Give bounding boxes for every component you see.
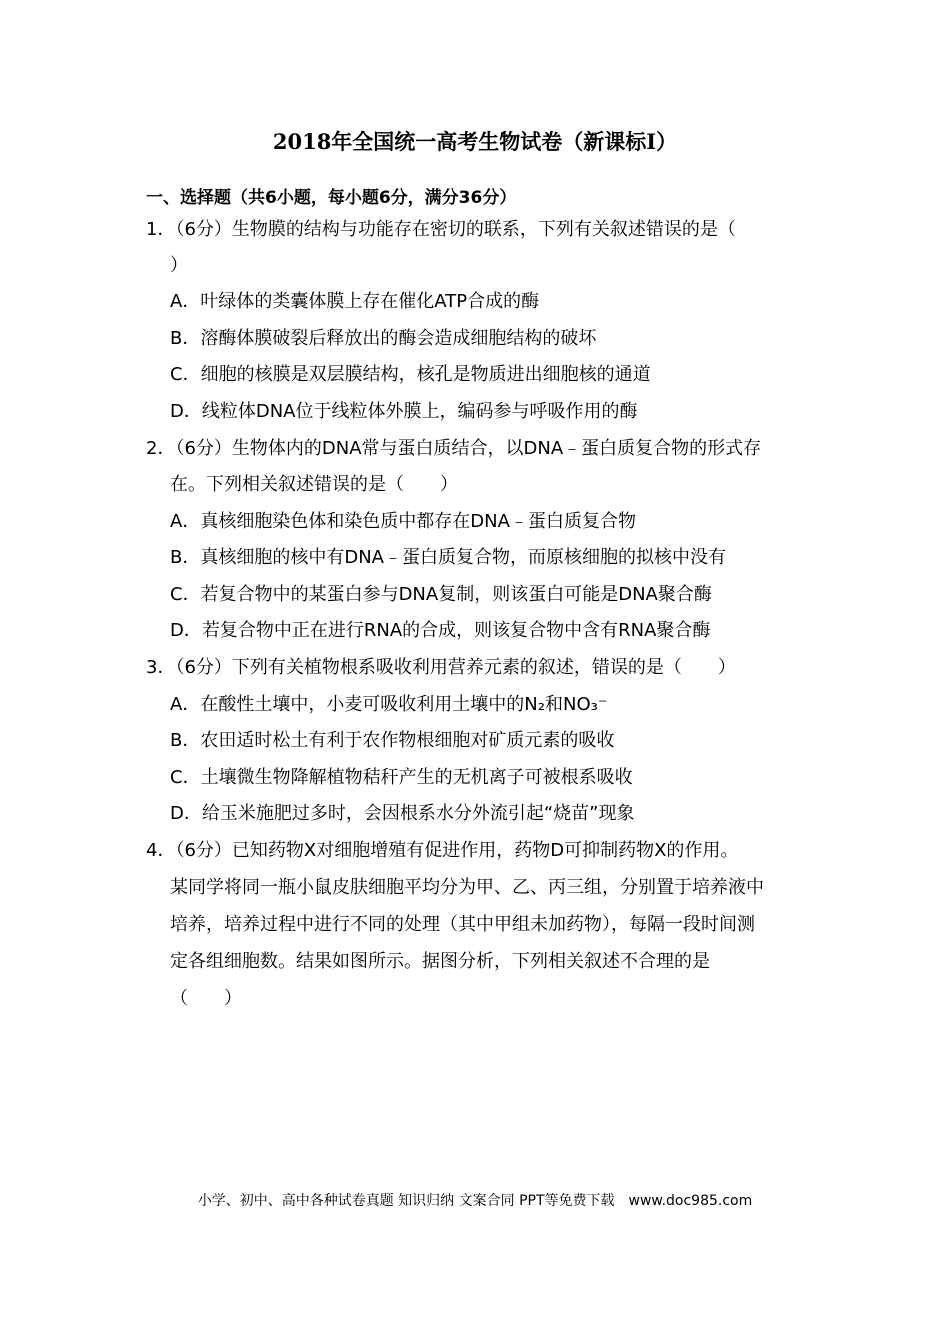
question-3-option-b: B．农田适时松土有利于农作物根细胞对矿质元素的吸收 xyxy=(170,730,615,751)
question-3-option-a: A．在酸性土壤中，小麦可吸收利用土壤中的N₂和NO₃⁻ xyxy=(170,694,608,715)
question-4-line-4: 定各组细胞数。结果如图所示。据图分析，下列相关叙述不合理的是 xyxy=(170,951,710,972)
question-1-option-c: C．细胞的核膜是双层膜结构，核孔是物质进出细胞核的通道 xyxy=(170,364,651,385)
page-title: 2018年全国统一高考生物试卷（新课标I） xyxy=(272,129,678,154)
question-2-option-b: B．真核细胞的核中有DNA﹣蛋白质复合物，而原核细胞的拟核中没有 xyxy=(170,547,726,568)
question-3-line-1: 3．（6分）下列有关植物根系吸收利用营养元素的叙述，错误的是（ ） xyxy=(146,657,736,678)
question-4-line-1: 4．（6分）已知药物X对细胞增殖有促进作用，药物D可抑制药物X的作用。 xyxy=(146,840,739,861)
question-2-option-a: A．真核细胞染色体和染色质中都存在DNA﹣蛋白质复合物 xyxy=(170,511,636,532)
question-1-option-a: A．叶绿体的类囊体膜上存在催化ATP合成的酶 xyxy=(170,291,540,312)
question-2-option-c: C．若复合物中的某蛋白参与DNA复制，则该蛋白可能是DNA聚合酶 xyxy=(170,584,712,605)
question-1-line-1: 1．（6分）生物膜的结构与功能存在密切的联系，下列有关叙述错误的是（ xyxy=(146,219,736,240)
question-1-option-b: B．溶酶体膜破裂后释放出的酶会造成细胞结构的破坏 xyxy=(170,328,597,349)
question-2-option-d: D．若复合物中正在进行RNA的合成，则该复合物中含有RNA聚合酶 xyxy=(170,620,711,641)
question-3-option-c: C．土壤微生物降解植物秸秆产生的无机离子可被根系吸收 xyxy=(170,767,633,788)
question-1-option-d: D．线粒体DNA位于线粒体外膜上，编码参与呼吸作用的酶 xyxy=(170,401,638,422)
section-heading: 一、选择题（共6小题，每小题6分，满分36分） xyxy=(146,188,517,208)
question-3-option-d: D．给玉米施肥过多时，会因根系水分外流引起“烧苗”现象 xyxy=(170,803,635,824)
question-2-line-1: 2．（6分）生物体内的DNA常与蛋白质结合，以DNA﹣蛋白质复合物的形式存 xyxy=(146,438,762,459)
question-4-line-5: （ ） xyxy=(170,988,242,1009)
page-footer: 小学、初中、高中各种试卷真题 知识归纳 文案合同 PPT等免费下载 www.doc985.com xyxy=(197,1193,753,1209)
question-2-line-2: 在。下列相关叙述错误的是（ ） xyxy=(170,474,458,495)
question-4-line-3: 培养，培养过程中进行不同的处理（其中甲组未加药物），每隔一段时间测 xyxy=(170,914,755,935)
question-4-line-2: 某同学将同一瓶小鼠皮肤细胞平均分为甲、乙、丙三组，分别置于培养液中 xyxy=(170,877,764,898)
question-1-line-2: ） xyxy=(170,255,188,276)
